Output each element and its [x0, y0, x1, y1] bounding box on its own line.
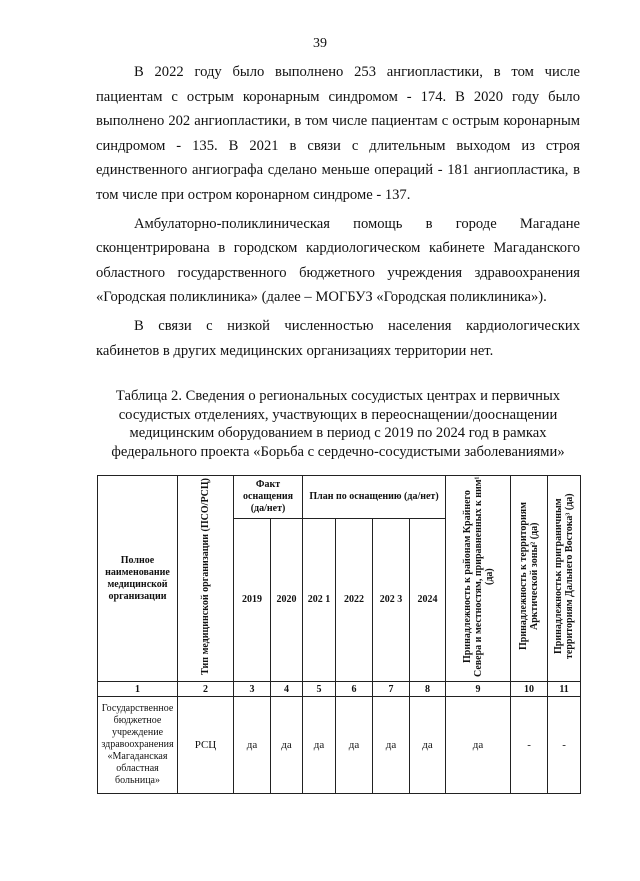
cell-border: -	[548, 697, 581, 794]
header-fact: Факт оснащения (да/нет)	[234, 476, 303, 519]
column-number: 6	[336, 682, 373, 697]
column-number: 11	[548, 682, 581, 697]
cell-arctic: -	[511, 697, 548, 794]
cell-organization-name: Государственное бюджетное учреждение здравоохранения «Магаданская областная больница»	[98, 697, 178, 794]
paragraph-cardiology: В связи с низкой численностью населения кардиологических кабинетов в других медицинских организациях территории нет.	[96, 317, 580, 359]
header-year-2022: 2022	[336, 519, 373, 682]
header-name: Полное наименование медицинской организации	[98, 476, 178, 682]
paragraph-outpatient: Амбулаторно-поликлиническая помощь в городе Магадане сконцентрирована в городском кардиологическом кабинете Магаданского областного государственного бюджетного учреждения здравоохранения «Городская поликлиника» (далее – МОГБУЗ «Городская поликлиника»).	[96, 215, 580, 306]
cell-plan-2023: да	[373, 697, 410, 794]
header-north: Принадлежность к районам Крайнего Севера и местностям, приравненных к ним¹ (да)	[446, 476, 511, 682]
header-border: Принадлежностьк приграничным территориям Дальнего Востока³ (да)	[548, 476, 581, 682]
column-number: 4	[271, 682, 303, 697]
header-year-2024: 2024	[410, 519, 446, 682]
header-plan: План по оснащению (да/нет)	[303, 476, 446, 519]
header-year-2021: 202 1	[303, 519, 336, 682]
column-number: 5	[303, 682, 336, 697]
cell-plan-2021: да	[303, 697, 336, 794]
header-type: Тип медицинской организации (ПСО/РСЦ)	[178, 476, 234, 682]
column-number: 1	[98, 682, 178, 697]
cell-plan-2024: да	[410, 697, 446, 794]
column-number: 9	[446, 682, 511, 697]
column-number: 3	[234, 682, 271, 697]
cell-north: да	[446, 697, 511, 794]
column-number-row	[98, 682, 581, 697]
header-year-2020: 2020	[271, 519, 303, 682]
page-number: 39	[313, 36, 327, 51]
column-number: 2	[178, 682, 234, 697]
table-row	[98, 697, 581, 794]
header-row-1	[98, 476, 581, 519]
column-number: 8	[410, 682, 446, 697]
column-number: 10	[511, 682, 548, 697]
table-caption: Таблица 2. Сведения о региональных сосудистых центрах и первичных сосудистых отделениях, участвующих в переоснащении/дооснащении медицинским оборудованием в период с 2019 по 2024 год в рамках федерального проекта «Борьба с сердечно-сосудистыми заболеваниями»	[111, 388, 565, 460]
header-year-2019: 2019	[234, 519, 271, 682]
body-text	[96, 60, 580, 363]
cell-type: РСЦ	[178, 697, 234, 794]
cell-fact-2019: да	[234, 697, 271, 794]
cell-plan-2022: да	[336, 697, 373, 794]
cell-fact-2020: да	[271, 697, 303, 794]
paragraph-angioplasty: В 2022 году было выполнено 253 ангиопластики, в том числе пациентам с острым коронарным синдромом - 174. В 2020 году было выполнено 202 ангиопластики, в том числе пациентам с острым коронарным синдромом - 135. В 2021 в связи с длительным выходом из строя единственного ангиографа сделано меньше операций - 181 ангиопластика, в том числе при остром коронарном синдроме - 137.	[96, 64, 580, 203]
vascular-centers-table	[97, 475, 581, 794]
header-year-2023: 202 3	[373, 519, 410, 682]
header-arctic: Принадлежность к территориям Арктической зоны² (да)	[511, 476, 548, 682]
column-number: 7	[373, 682, 410, 697]
